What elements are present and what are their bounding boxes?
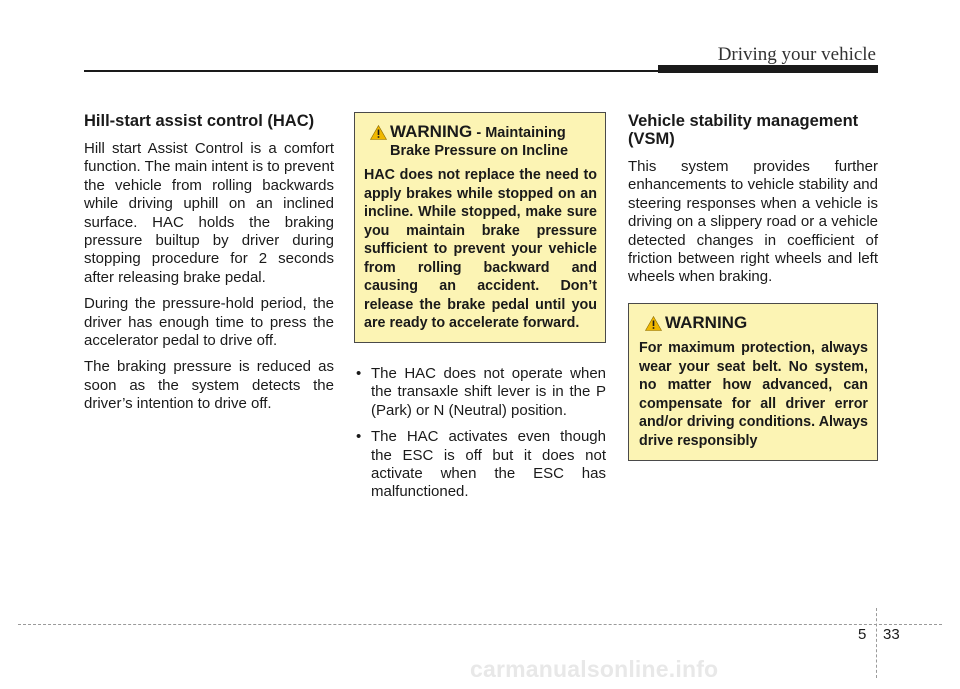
warning-triangle-icon [645, 316, 662, 331]
warning-subtitle: - Maintaining [476, 125, 566, 141]
footer-rule [18, 624, 942, 625]
warning-subtitle-line2: Brake Pressure on Incline [390, 143, 569, 160]
page-number: 33 [883, 626, 900, 643]
chapter-number: 5 [858, 626, 867, 643]
footer-divider [876, 608, 877, 678]
bullet-text: The HAC does not operate when the transaxle shift lever is in the P (Park) or N (Neutral) position. [371, 364, 606, 419]
warning-title: WARNING [390, 122, 473, 141]
column-vsm [628, 112, 878, 461]
warning-heading [639, 314, 868, 333]
hac-bullet-list [354, 365, 606, 502]
list-item [354, 365, 606, 420]
list-item [354, 428, 606, 502]
warning-heading [364, 123, 597, 160]
hac-paragraph: During the pressure-hold period, the driver has enough time to press the accelerator pedal to drive off. [84, 295, 334, 350]
column-hac [84, 112, 334, 422]
bullet-text: The HAC activates even though the ESC is off but it does not activate when the ESC has malfunctioned. [371, 428, 606, 501]
column-warning [354, 112, 606, 510]
warning-body: HAC does not replace the need to apply brakes while stopped on an incline. While stopped, make sure you maintain brake pressure sufficient to prevent your vehicle from rolling backward and causing an accident. Don’t release the brake pedal until you are ready to accelerate forward. [364, 167, 597, 332]
warning-title: WARNING [665, 312, 748, 332]
bullet-marker: • [356, 428, 362, 446]
bullet-marker: • [356, 364, 362, 382]
header-rule [84, 70, 664, 72]
hac-paragraph: Hill start Assist Control is a comfort function. The main intent is to prevent the vehicle from rolling backwards while driving uphill on an inclined surface. HAC holds the braking pressure builtup by driver during stopping procedure for 2 seconds after releasing brake pedal. [84, 140, 334, 286]
vsm-heading: Vehicle stability management (VSM) [628, 112, 859, 148]
warning-triangle-icon [370, 125, 387, 140]
running-header: Driving your vehicle [717, 44, 876, 65]
vsm-paragraph: This system provides further enhancements to vehicle stability and steering responses when a vehicle is driving on a slippery road or a vehicle detected changes in coefficient of friction between right wheels and left wheels when braking. [628, 158, 878, 286]
hac-heading: Hill-start assist control (HAC) [84, 112, 315, 130]
warning-box-brake-pressure [354, 112, 606, 343]
hac-paragraph: The braking pressure is reduced as soon as the system detects the driver’s intention to drive off. [84, 358, 334, 413]
header-bar [658, 65, 878, 73]
watermark: carmanualsonline.info [470, 656, 719, 682]
warning-box-seat-belt [628, 303, 878, 461]
warning-body: For maximum protection, always wear your seat belt. No system, no matter how advanced, can compensate for all driver error and/or driving conditions. Always drive responsibly [639, 340, 868, 449]
